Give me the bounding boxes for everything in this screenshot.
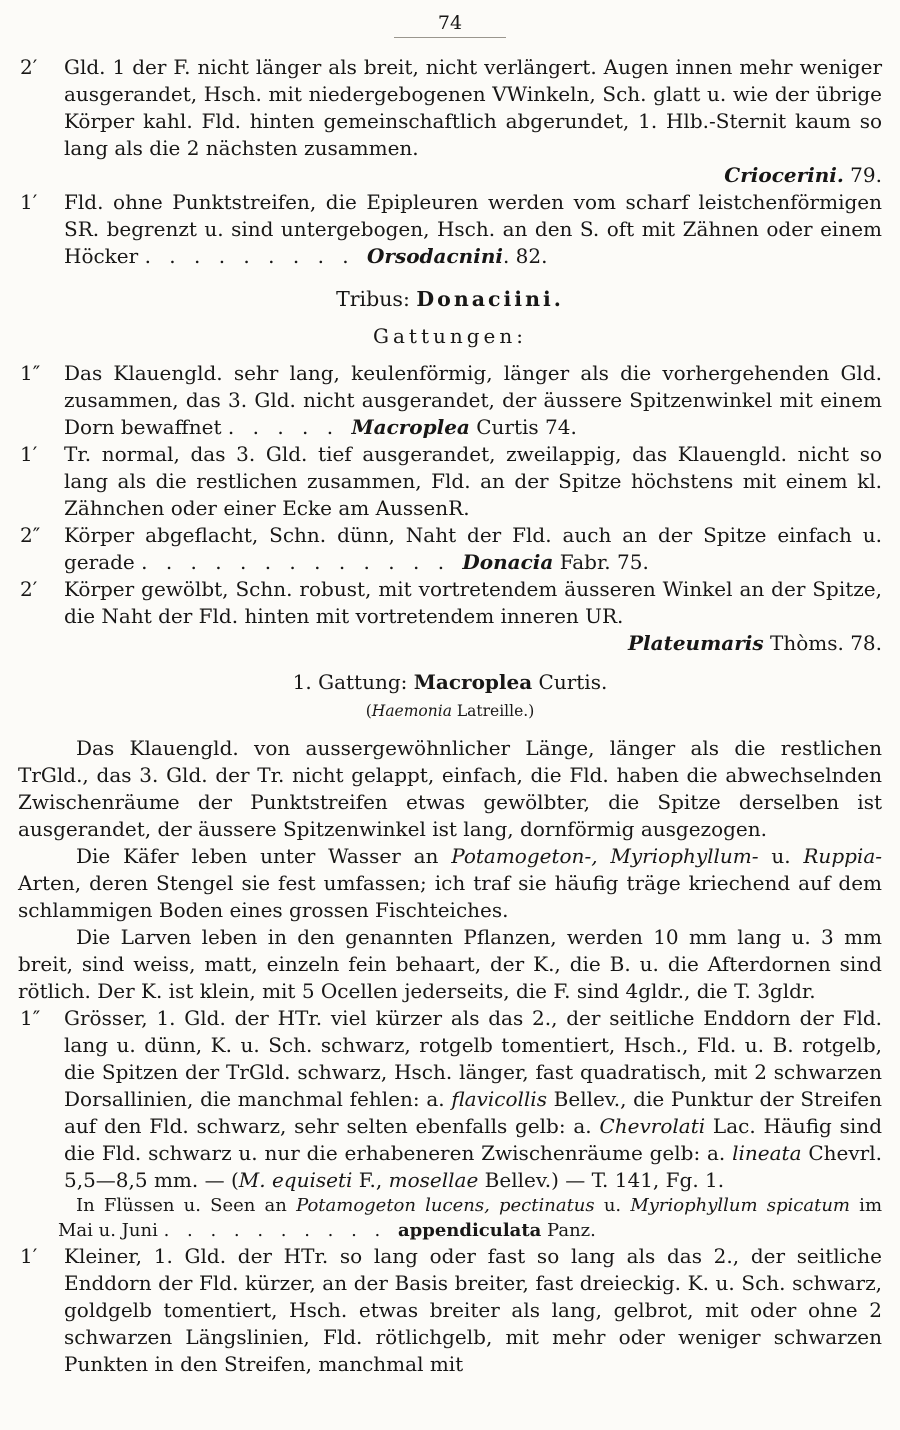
text-segment: Fabr. 75. xyxy=(553,550,649,574)
text-segment: Lac. Häufig sind die Fld. schwarz u. nur die erhabeneren Zwischenräume gelb: a. xyxy=(64,1114,882,1165)
text-segment: Chevrolati xyxy=(599,1114,706,1138)
text-segment: Macroplea xyxy=(413,670,533,694)
text-segment: Tribus: xyxy=(336,287,417,311)
text-segment: Macroplea xyxy=(351,415,470,439)
text-segment: lineata xyxy=(732,1141,802,1165)
heading-synonym-haemonia xyxy=(18,698,882,725)
page-number: 74 xyxy=(394,12,506,38)
key-couplet-1prime-kleiner xyxy=(18,1243,882,1378)
text-segment: Arten, deren Stengel sie fest umfassen; ich traf sie häufig träge kriechend auf dem schlammigen Boden eines grossen Fischteiches. xyxy=(18,871,882,922)
text-segment: Panz. xyxy=(541,1219,596,1241)
paragraph-appendiculata-occurrence xyxy=(18,1194,882,1243)
key-couplet-label: 2″ xyxy=(20,523,41,547)
text-segment: Latreille.) xyxy=(451,702,535,720)
key-couplet-1prime-tr-normal xyxy=(18,441,882,522)
taxon-reference-line xyxy=(64,630,882,657)
text-segment: . . . . . . . . . . xyxy=(163,1219,398,1241)
text-segment: u. xyxy=(594,1195,631,1216)
text-segment: Criocerini. xyxy=(724,163,844,187)
text-segment: . 82. xyxy=(502,244,548,268)
key-couplet-label: 2′ xyxy=(20,55,38,79)
text-segment: flavicollis xyxy=(451,1087,547,1111)
text-segment: Myriophyllum spicatum xyxy=(630,1195,850,1216)
key-couplet-label: 2′ xyxy=(20,577,38,601)
text-segment: Chevrl. 5,5—8,5 mm. — ( xyxy=(64,1141,882,1192)
key-couplet-2doubleprime-donacia xyxy=(18,522,882,576)
text-segment: F., xyxy=(352,1168,389,1192)
text-segment: . . . . . . . . . . . . . xyxy=(141,550,463,574)
text-segment: In Flüssen u. Seen an xyxy=(76,1195,297,1216)
key-couplet-label: 1″ xyxy=(20,1006,41,1030)
text-segment: Körper gewölbt, Schn. robust, mit vortretendem äusseren Winkel an der Spitze, die Naht der Fld. hinten mit vortretendem inneren UR. xyxy=(64,577,882,628)
text-segment: Ruppia- xyxy=(803,844,882,868)
text-segment: Die Käfer leben unter Wasser an xyxy=(76,844,452,868)
text-segment: . . . . . . . . . xyxy=(144,244,367,268)
text-segment: Kleiner, 1. Gld. der HTr. so lang oder fast so lang als das 2., der seitliche Enddorn der Fld. kürzer, an der Basis breiter, fast dreieckig. K. u. Sch. schwarz, goldgelb tomentiert, Hsch. etwas breiter als lang, gelbrot, mit oder ohne 2 schwarzen Längslinien, Fld. rötlichgelb, mit mehr oder weniger schwarzen Punkten in den Streifen, manchmal mit xyxy=(64,1244,882,1376)
text-segment: Fld. ohne Punktstreifen, die Epipleuren werden vom scharf leistchenförmigen SR. begrenzt u. sind untergebogen, Hsch. an den S. oft mit Zähnen oder einem Höcker xyxy=(64,190,882,268)
text-segment: im Mai u. Juni xyxy=(58,1195,883,1241)
text-segment: Haemonia xyxy=(371,702,452,720)
text-segment: Potamogeton-, Myriophyllum- xyxy=(451,844,759,868)
key-couplet-1doubleprime-groesser xyxy=(18,1005,882,1194)
text-segment: 79. xyxy=(843,163,882,187)
paragraph-larvae xyxy=(18,924,882,1005)
text-segment: Thòms. 78. xyxy=(763,631,882,655)
text-segment: Plateumaris xyxy=(628,631,764,655)
text-segment: Bellev., die Punktur der Streifen auf den Fld. schwarz, sehr selten ebenfalls gelb: a. xyxy=(64,1087,882,1138)
heading-gattung-macroplea xyxy=(18,669,882,696)
paragraph-habitat xyxy=(18,843,882,924)
heading-tribus-donaciini xyxy=(18,286,882,313)
key-couplet-1prime-orsodacnini xyxy=(18,189,882,270)
text-segment: Bellev.) — T. 141, Fg. 1. xyxy=(478,1168,725,1192)
key-couplet-label: 1′ xyxy=(20,190,38,214)
text-segment: M. equiseti xyxy=(238,1168,353,1192)
text-segment: Orsodacnini xyxy=(367,244,503,268)
key-couplet-1doubleprime-macroplea xyxy=(18,360,882,441)
text-segment: Das Klauengld. von aussergewöhnlicher Länge, länger als die restlichen TrGld., das 3. Gld. der Tr. nicht gelappt, einfach, die Fld. haben die abwechselnden Zwischenräume der Punktstreifen etwas gewölbter, die Spitze derselben ist ausgerandet, der äussere Spitzenwinkel ist lang, dornförmig ausgezogen. xyxy=(18,736,882,841)
document-blocks xyxy=(18,54,882,1378)
text-segment: . . . . . xyxy=(227,415,352,439)
text-segment: Körper abgeflacht, Schn. dünn, Naht der Fld. auch an der Spitze einfach u. gerade xyxy=(64,523,882,574)
page-header xyxy=(18,12,882,38)
text-segment: Gld. 1 der F. nicht länger als breit, nicht verlängert. Augen innen mehr weniger ausgerandet, Hsch. mit niedergebogenen VWinkeln, Sch. glatt u. wie der übrige Körper kahl. Fld. hinten gemeinschaftlich abgerundet, 1. Hlb.-Sternit kaum so lang als die 2 nächsten zusammen. xyxy=(64,55,882,160)
paragraph-genus-description xyxy=(18,735,882,843)
text-segment: Das Klauengld. sehr lang, keulenförmig, länger als die vorhergehenden Gld. zusammen, das 3. Gld. nicht ausgerandet, der äussere Spitzenwinkel mit einem Dorn bewaffnet xyxy=(64,361,882,439)
text-segment: mosellae xyxy=(388,1168,479,1192)
key-couplet-label: 1′ xyxy=(20,442,38,466)
text-segment: Gattungen: xyxy=(373,324,527,348)
key-couplet-label: 1′ xyxy=(20,1244,38,1268)
text-segment: Tr. normal, das 3. Gld. tief ausgerandet, zweilappig, das Klauengld. nicht so lang als die restlichen zusammen, Fld. an der Spitze höchstens mit einem kl. Zähnchen oder einer Ecke am AussenR. xyxy=(64,442,882,520)
text-segment: 1. Gattung: xyxy=(292,670,414,694)
taxon-reference-line xyxy=(64,162,882,189)
key-couplet-2prime-criocerini xyxy=(18,54,882,189)
text-segment: appendiculata xyxy=(398,1219,542,1241)
key-couplet-2prime-plateumaris xyxy=(18,576,882,657)
text-segment: Grösser, 1. Gld. der HTr. viel kürzer als das 2., der seitliche Enddorn der Fld. lang u. dünn, K. u. Sch. schwarz, rotgelb tomentiert, Hsch., Fld. u. B. rotgelb, die Spitzen der TrGld. schwarz, Hsch. länger, fast quadratisch, mit 2 schwarzen Dorsallinien, die manchmal fehlen: a. xyxy=(64,1006,882,1111)
key-couplet-label: 1″ xyxy=(20,361,41,385)
text-segment: Donaciini. xyxy=(416,287,564,311)
text-segment: Donacia xyxy=(462,550,554,574)
heading-gattungen xyxy=(18,323,882,350)
text-segment: Curtis 74. xyxy=(469,415,577,439)
text-segment: u. xyxy=(758,844,804,868)
text-segment: Potamogeton lucens, pectinatus xyxy=(296,1195,595,1216)
text-segment: Curtis. xyxy=(532,670,608,694)
text-segment: Die Larven leben in den genannten Pflanzen, werden 10 mm lang u. 3 mm breit, sind weiss, matt, einzeln fein behaart, der K., die B. u. die Afterdornen sind rötlich. Der K. ist klein, mit 5 Ocellen jederseits, die F. sind 4gldr., die T. 3gldr. xyxy=(18,925,882,1003)
text-segment: ( xyxy=(365,702,372,720)
